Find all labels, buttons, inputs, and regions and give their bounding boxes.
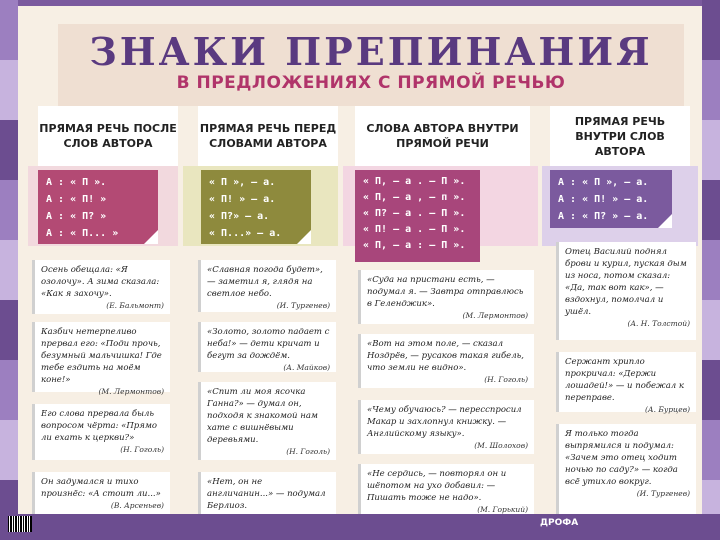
formula-box [550,170,672,228]
formula: А : « П ». [46,177,107,188]
example-card [358,270,534,324]
column-heading: ПРЯМАЯ РЕЧЬ ПОСЛЕ СЛОВ АВТОРА [38,106,178,166]
example-text: «Не сердись, — повторял он и шёпотом на ухо добавил: — Пишать тоже не надо». [367,469,507,503]
corner-fold-icon [297,230,311,244]
example-card [198,472,336,516]
formula: А : « П », — а. [558,177,649,188]
formula: А : « П... » [46,228,119,239]
example-card [198,382,336,460]
example-card [358,464,534,516]
page-subtitle: В ПРЕДЛОЖЕНИЯХ С ПРЯМОЙ РЕЧЬЮ [176,73,566,93]
formula: « П, — а . — П ». [363,176,466,187]
barcode-icon [8,516,32,532]
corner-fold-icon [144,230,158,244]
example-card [358,400,534,454]
example-source: (В. Арсеньев) [110,501,164,510]
example-text: Сержант хрипло прокричал: «Держи лошадей!» — и побежал к переправе. [565,357,684,403]
example-card [32,322,170,396]
example-card [556,352,696,412]
example-source: (М. Горький) [477,505,528,514]
example-source: (Е. Бальмонт) [106,301,164,310]
example-source: (Н. Гоголь) [120,445,164,454]
formula: А : « П! » — а. [558,194,649,205]
example-source: (М. Лермонтов) [98,387,164,396]
formula: А : « П? » — а. [558,211,649,222]
formula: « П?» — а. [209,211,270,222]
formula-box [201,170,311,244]
example-source: (М. Шолохов) [474,441,528,450]
example-source: (А. Бурцев) [645,405,690,414]
example-card [32,404,170,460]
example-text: «Вот на этом поле, — сказал Ноздрёв, — русаков такая гибель, что земли не видно». [367,339,524,373]
example-text: Отец Василий поднял брови и курил, пуская дым из носа, потом сказал: «Да, так вот как», — вздохнул, помолчал и ушёл. [565,247,687,317]
corner-fold-icon [658,214,672,228]
example-text: «Суда на пристани есть, — подумал я. — Завтра отправлюсь в Геленджик». [367,275,524,309]
column-heading: СЛОВА АВТОРА ВНУТРИ ПРЯМОЙ РЕЧИ [355,106,530,166]
example-card [32,260,170,314]
example-text: «Спит ли моя ясочка Ганна?» — думал он, подходя к знакомой нам хате с вишнёвыми деревьями. [207,387,318,445]
formula: « П, — а : — П ». [363,240,466,251]
formula: « П, — а , — п ». [363,192,466,203]
example-card [32,472,170,516]
formula-box [355,170,480,262]
formula: « П! » — а. [209,194,276,205]
example-source: (Н. Гоголь) [286,447,330,456]
formula: « П? — а . — П ». [363,208,466,219]
example-card [198,260,336,312]
formula: « П », — а. [209,177,276,188]
example-card [358,334,534,388]
example-card [556,424,696,514]
example-card [556,242,696,340]
example-source: (И. Тургенев) [636,489,690,498]
example-source: (А. Майков) [283,363,330,372]
formula: « П! — а . — П ». [363,224,466,235]
formula: « П...» — а. [209,228,282,239]
example-text: Он задумался и тихо произнёс: «А стоит ли...» [41,477,161,499]
formula-box [38,170,158,244]
formula: А : « П! » [46,194,107,205]
header [58,24,684,106]
example-source: (А. Н. Толстой) [627,319,690,328]
example-source: (И. Тургенев) [276,301,330,310]
example-text: «Чему обучаюсь? — пересспросил Макар и захлопнул книжку. — Английскому языку». [367,405,522,439]
column-heading: ПРЯМАЯ РЕЧЬ ВНУТРИ СЛОВ АВТОРА [550,106,690,166]
example-source: (М. Лермонтов) [462,311,528,320]
formula: А : « П? » [46,211,107,222]
poster [18,6,702,526]
example-text: «Славная погода будет», — заметил я, глядя на светлое небо. [207,265,323,299]
example-text: Я только тогда выпрямился и подумал: «Зачем это отец ходит ночью по саду?» — когда всё утихло вокруг. [565,429,678,487]
publisher-logo: ДРОФА [540,518,579,528]
example-text: «Золото, золото падает с неба!» — дети кричат и бегут за дождём. [207,327,330,361]
example-source: (Н. Гоголь) [484,375,528,384]
example-text: Казбич нетерпеливо прервал его: «Поди прочь, безумный мальчишка! Где тебе ездить на моём коне!» [41,327,162,385]
footer-bar [0,514,720,540]
page-title: ЗНАКИ ПРЕПИНАНИЯ [89,29,653,74]
example-text: «Нет, он не англичанин...» — подумал Берлиоз. [207,477,326,511]
column-heading: ПРЯМАЯ РЕЧЬ ПЕРЕД СЛОВАМИ АВТОРА [198,106,338,166]
example-text: Осень обещала: «Я озолочу». А зима сказала: «Как я захочу». [41,265,160,299]
example-text: Его слова прервала быль вопросом чёрта: «Прямо ли ехать к церкви?» [41,409,158,443]
example-card [198,322,336,372]
